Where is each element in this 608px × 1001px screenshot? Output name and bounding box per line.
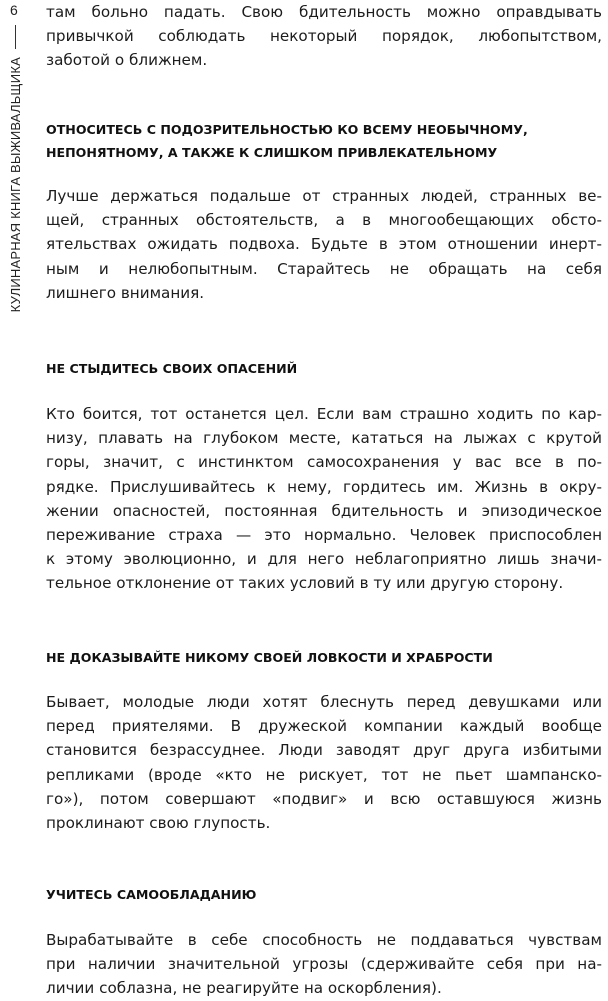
text-line: Бывает, молодые люди хотят блеснуть перед девушками или xyxy=(46,693,602,711)
text-line: тельное отклонение от таких условий в ту или другую сторону. xyxy=(46,574,564,593)
text-line: переживание страха — это нормально. Человек приспособлен xyxy=(46,526,602,545)
text-line: низу, плавать на глубоком месте, кататься на лыжах с крутой xyxy=(46,429,602,448)
text-line: го»), потом совершают «подвиг» и всю оставшуюся жизнь xyxy=(46,789,602,808)
text-line: Вырабатывайте в себе способность не поддаваться чувствам xyxy=(46,931,602,949)
margin-divider xyxy=(15,25,16,49)
text-line: перед приятелями. В дружеской компании каждый вообще xyxy=(46,717,602,736)
text-line: проклинают свою глупость. xyxy=(46,814,271,833)
intro-paragraph xyxy=(46,0,602,73)
running-head xyxy=(2,55,28,315)
section-heading: УЧИТЕСЬ САМООБЛАДАНИЮ xyxy=(46,887,257,902)
page-number: 6 xyxy=(10,2,18,18)
text-line: рядке. Прислушивайтесь к нему, гордитесь им. Жизнь в окру- xyxy=(46,477,602,496)
text-line: привычкой соблюдать некоторый порядок, любопытством, xyxy=(46,27,602,46)
section-paragraph xyxy=(46,184,602,305)
text-line: репликами (вроде «кто не рискует, тот не пьет шампанско- xyxy=(46,765,602,784)
text-line: к этому эволюционно, и для него неблагоприятно лишь значи- xyxy=(46,550,602,569)
text-line: горы, значит, с инстинктом самосохранения у вас все в по- xyxy=(46,453,602,472)
text-line: Кто боится, тот останется цел. Если вам страшно ходить по кар- xyxy=(46,405,602,423)
text-line: личии соблазна, не реагируйте на оскорбления). xyxy=(46,979,442,998)
text-line: становится безрассуднее. Люди заводят друг друга избитыми xyxy=(46,741,602,760)
section-paragraph xyxy=(46,690,602,835)
section-heading: НЕ СТЫДИТЕСЬ СВОИХ ОПАСЕНИЙ xyxy=(46,361,298,376)
text-line: Лучше держаться подальше от странных людей, странных ве- xyxy=(46,187,602,205)
section-heading: НЕ ДОКАЗЫВАЙТЕ НИКОМУ СВОЕЙ ЛОВКОСТИ И ХРАБРОСТИ xyxy=(46,650,493,665)
text-line: ным и нелюбопытным. Старайтесь не обращать на себя xyxy=(46,259,602,278)
text-line: ятельствах ожидать подвоха. Будьте в этом отношении инерт- xyxy=(46,235,602,254)
text-line: при наличии значительной угрозы (сдерживайте себя при на- xyxy=(46,955,602,974)
text-line: лишнего внимания. xyxy=(46,283,205,302)
text-line: щей, странных обстоятельств, а в многообещающих обсто- xyxy=(46,211,602,230)
section-paragraph xyxy=(46,402,602,596)
section-paragraph xyxy=(46,928,602,1001)
running-head-text: КУЛИНАРНАЯ КНИГА ВЫЖИВАЛЬЩИКА xyxy=(7,57,23,313)
text-line: заботой о ближнем. xyxy=(46,51,208,70)
text-line: там больно падать. Свою бдительность можно оправдывать xyxy=(46,3,602,21)
section-heading: ОТНОСИТЕСЬ С ПОДОЗРИТЕЛЬНОСТЬЮ КО ВСЕМУ НЕОБЫЧНОМУ, НЕПОНЯТНОМУ, А ТАКЖЕ К СЛИШКОМ ПРИВЛЕКАТЕЛЬНОМУ xyxy=(46,122,528,160)
text-line: жении опасностей, постоянная бдительность и эпизодическое xyxy=(46,501,602,520)
